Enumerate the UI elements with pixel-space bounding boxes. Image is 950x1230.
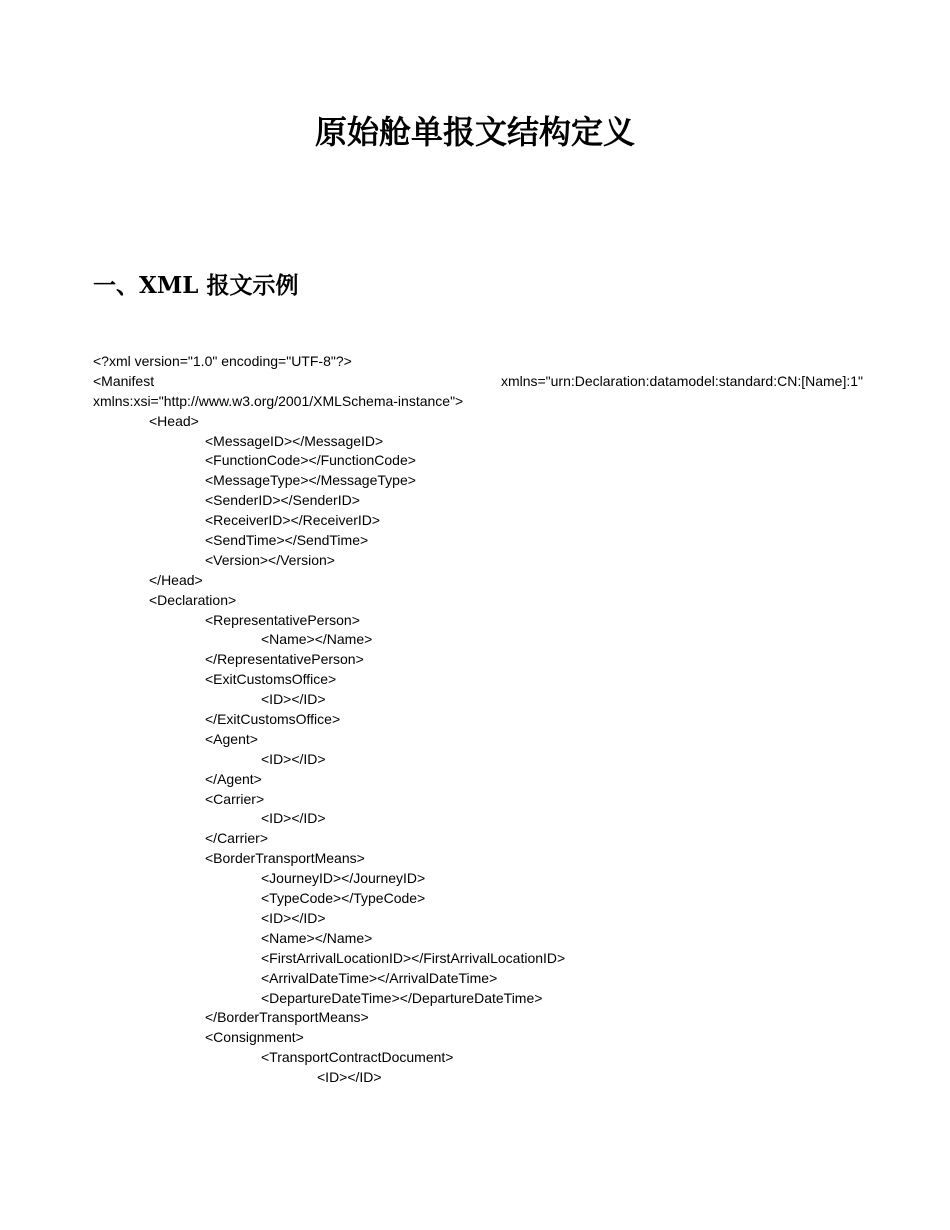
xml-line: <FirstArrivalLocationID></FirstArrivalLocationID> xyxy=(261,949,566,966)
xml-line: <ID></ID> xyxy=(317,1069,382,1086)
xml-line: <ID></ID> xyxy=(261,909,326,926)
xml-line: <TypeCode></TypeCode> xyxy=(261,890,426,907)
xml-line: </Carrier> xyxy=(205,830,269,847)
manifest-xsi-line: xmlns:xsi="http://www.w3.org/2001/XMLSchema-instance"> xyxy=(93,392,464,409)
xml-line: <SenderID></SenderID> xyxy=(205,492,360,509)
xml-line: <ID></ID> xyxy=(261,691,326,708)
xml-line: </RepresentativePerson> xyxy=(205,651,364,668)
xml-line: <Consignment> xyxy=(205,1029,304,1046)
xml-line: <ReceiverID></ReceiverID> xyxy=(205,512,381,529)
xml-line: </BorderTransportMeans> xyxy=(205,1009,369,1026)
xml-line: <ExitCustomsOffice> xyxy=(205,671,337,688)
xml-line: <ID></ID> xyxy=(261,810,326,827)
xml-line: <SendTime></SendTime> xyxy=(205,532,369,549)
xml-line: </ExitCustomsOffice> xyxy=(205,711,341,728)
xml-line: <MessageID></MessageID> xyxy=(205,432,384,449)
xml-line: <Head> xyxy=(149,412,199,429)
xml-line: <FunctionCode></FunctionCode> xyxy=(205,452,416,469)
manifest-tag: <Manifest xyxy=(93,372,155,389)
xml-line: <Declaration> xyxy=(149,591,237,608)
xml-line: <ID></ID> xyxy=(261,750,326,767)
manifest-xmlns: xmlns="urn:Declaration:datamodel:standard:CN:[Name]:1" xyxy=(500,372,863,389)
section-heading: 一、XML 报文示例 xyxy=(93,272,299,299)
document-title: 原始舱单报文结构定义 xyxy=(314,113,635,151)
manifest-open-line xyxy=(93,372,863,392)
xml-line: <Name></Name> xyxy=(261,929,373,946)
xml-line: </Agent> xyxy=(205,770,262,787)
xml-line: <MessageType></MessageType> xyxy=(205,472,416,489)
xml-example xyxy=(93,352,863,1088)
xml-line: <DepartureDateTime></DepartureDateTime> xyxy=(261,989,543,1006)
xml-line: <JourneyID></JourneyID> xyxy=(261,870,426,887)
xml-line: <ArrivalDateTime></ArrivalDateTime> xyxy=(261,969,498,986)
xml-lines xyxy=(93,412,863,1088)
xml-line: <BorderTransportMeans> xyxy=(205,850,365,867)
xml-line: <Name></Name> xyxy=(261,631,373,648)
xml-declaration-line: <?xml version="1.0" encoding="UTF-8"?> xyxy=(93,353,352,369)
xml-line: <Agent> xyxy=(205,730,258,747)
xml-line: <RepresentativePerson> xyxy=(205,611,360,628)
xml-line: </Head> xyxy=(149,571,203,588)
xml-line: <Carrier> xyxy=(205,790,265,807)
xml-line: <TransportContractDocument> xyxy=(261,1049,454,1066)
xml-line: <Version></Version> xyxy=(205,551,335,568)
